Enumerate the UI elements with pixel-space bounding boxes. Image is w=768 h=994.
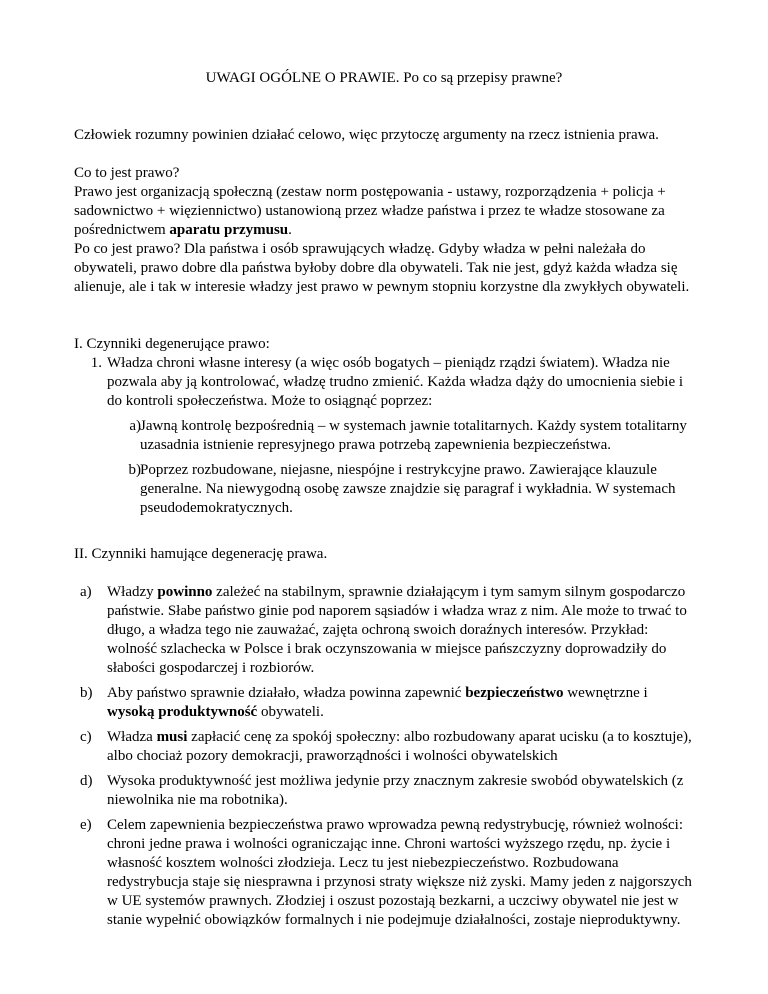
text-run: obywateli. xyxy=(257,704,324,720)
list-marker: b) xyxy=(80,685,93,701)
section2-item xyxy=(74,583,694,678)
text-run: Władza xyxy=(107,729,157,745)
list-marker: c) xyxy=(80,729,92,745)
definition-text: Prawo jest organizacją społeczną (zestaw norm postępowania - ustawy, rozporządzenia + policja + sadownictwo + więziennictwo) ustanowioną przez władze państwa i przez te władze stosowane za pośrednictwem xyxy=(74,184,666,238)
definition-end: . xyxy=(288,222,292,238)
text-run: Aby państwo sprawnie działało, władza powinna zapewnić xyxy=(107,685,466,701)
list-marker: b) xyxy=(128,462,141,478)
purpose-paragraph: Po co jest prawo? Dla państwa i osób sprawujących władzę. Gdyby władza w pełni należała do obywateli, prawo dobre dla państwa byłoby dobre dla obywateli. Tak nie jest, gdyż każda władza się alienuje, ale i tak w interesie władzy jest prawo w pewnym stopniu korzystne dla zwykłych obywateli. xyxy=(74,241,690,295)
section2-item-text xyxy=(107,728,694,766)
section1-subitem-text: Poprzez rozbudowane, niejasne, niespójne i restrykcyjne prawo. Zawierające klauzule generalne. Na niewygodną osobę zawsze znajdzie się paragraf i wykładnia. W systemach pseudodemokratycznych. xyxy=(140,462,676,516)
list-marker: e) xyxy=(80,817,92,833)
section1-list xyxy=(74,354,694,518)
list-marker: a) xyxy=(80,584,92,600)
bold-run: musi xyxy=(156,729,188,745)
list-marker: 1. xyxy=(90,355,102,371)
list-marker: d) xyxy=(80,773,93,789)
section2-item-text xyxy=(107,684,694,722)
definition-paragraph xyxy=(74,183,694,240)
section2-item xyxy=(74,772,694,810)
section1-subitem xyxy=(107,417,694,455)
section2-heading: II. Czynniki hamujące degenerację prawa. xyxy=(74,546,328,562)
page-title: UWAGI OGÓLNE O PRAWIE. Po co są przepisy prawne? xyxy=(205,70,563,86)
section2-item-text xyxy=(107,772,694,810)
section2-item xyxy=(74,728,694,766)
text-run: Wysoka produktywność jest możliwa jedynie przy znacznym zakresie swobód obywatelskich (z niewolnika nie ma robotnika). xyxy=(107,773,684,808)
section1-sublist xyxy=(107,417,694,518)
text-run: zależeć na stabilnym, sprawnie działającym i tym samym silnym gospodarczo państwie. Słabe państwo ginie pod naporem sąsiadów i władza wraz z nim. Ale może to trwać to długo, a władza tego nie zauważać, zajęta ochroną swoich doraźnych interesów. Przykład: wolność szlachecka w Polsce i brak oczynszowania w miejsce pańszczyzny doprowadziły do słabości gospodarczej i rozbiorów. xyxy=(107,584,687,676)
section1-subitem xyxy=(107,461,694,518)
text-run: Celem zapewnienia bezpieczeństwa prawo wprowadza pewną redystrybucję, również wolności: chroni jedne prawa i wolności ograniczając inne. Chroni wartości wyższego rzędu, np. życie i własność kosztem wolności złodzieja. Lecz tu jest niebezpieczeństwo. Rozbudowana redystrybucja staje się niesprawna i przynosi straty większe niż zyski. Mamy jeden z najgorszych w UE systemów prawnych. Złodziej i oszust pozostają bezkarni, a uczciwy obywatel nie jest w stanie wypełnić obowiązków formalnych i nie podejmuje działalności, zostaje nieproduktywny. xyxy=(107,817,692,928)
section2-item-text xyxy=(107,816,694,930)
section1-item-text: Władza chroni własne interesy (a więc osób bogatych – pieniądz rządzi światem). Władza nie pozwala aby ją kontrolować, władzę trudno zmienić. Każda władza dąży do umocnienia siebie i do kontroli społeczeństwa. Może to osiągnąć poprzez: xyxy=(107,355,684,409)
text-run: wewnętrzne i xyxy=(563,685,648,701)
text-run: Władzy xyxy=(107,584,158,600)
section2-list xyxy=(74,583,694,936)
section1-item xyxy=(74,354,694,518)
bold-run: powinno xyxy=(157,584,213,600)
list-marker: a) xyxy=(129,418,141,434)
section2-item xyxy=(74,816,694,930)
text-run: zapłacić cenę za spokój społeczny: albo rozbudowany aparat ucisku (a to kosztuje), albo chociaż pozory demokracji, praworządności i wolności obywatelskich xyxy=(107,729,692,764)
section2-item xyxy=(74,684,694,722)
bold-run: wysoką produktywność xyxy=(107,704,258,720)
section1-subitem-text: Jawną kontrolę bezpośrednią – w systemach jawnie totalitarnych. Każdy system totalitarny uzasadnia istnienie represyjnego prawa potrzebą zapewnienia bezpieczeństwa. xyxy=(140,418,687,453)
question-paragraph: Co to jest prawo? xyxy=(74,165,180,181)
section2-item-text xyxy=(107,583,694,678)
section1-heading: I. Czynniki degenerujące prawo: xyxy=(74,336,270,352)
intro-paragraph: Człowiek rozumny powinien działać celowo, więc przytoczę argumenty na rzecz istnienia prawa. xyxy=(74,127,659,143)
bold-run: bezpieczeństwo xyxy=(465,685,564,701)
definition-bold: aparatu przymusu xyxy=(169,222,289,238)
